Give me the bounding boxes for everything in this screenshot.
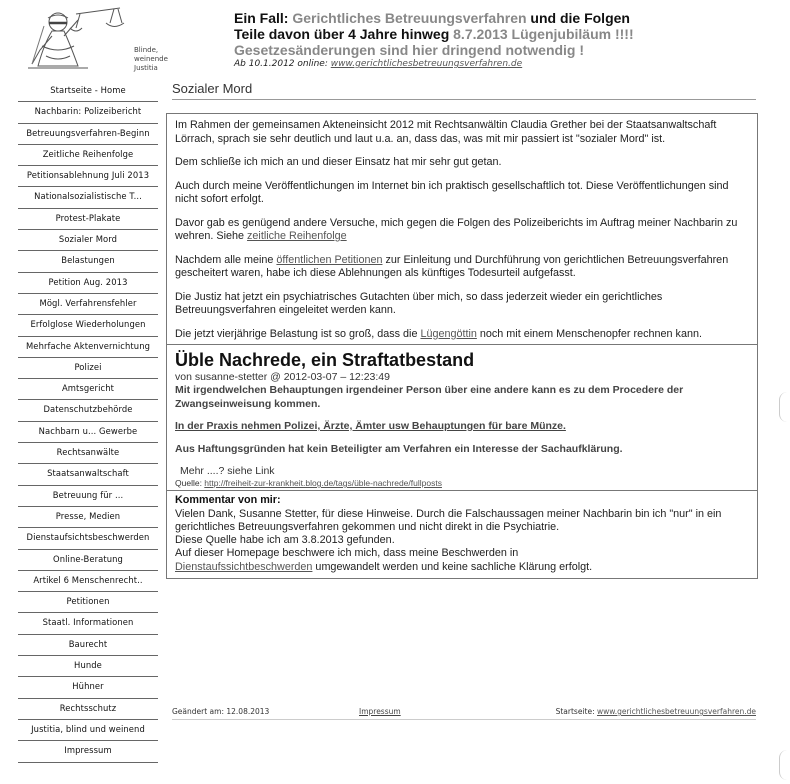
- sidebar-item-petitionsablehnung[interactable]: Petitionsablehnung Juli 2013: [18, 166, 158, 187]
- article-paragraph: [175, 217, 749, 244]
- article-paragraph: Die Justiz hat jetzt ein psychiatrisches Gutachten über mich, so dass jederzeit wieder ein gerichtliches Betreuungsverfahren eingeleitet werden kann.: [175, 290, 663, 316]
- sidebar-item-amtsgericht[interactable]: Amtsgericht: [18, 379, 158, 400]
- header-line-2-prefix: Teile davon über 4 Jahre hinweg: [234, 26, 454, 42]
- luegengoettin-link[interactable]: Lügengöttin: [420, 327, 477, 340]
- sidebar-item-startseite[interactable]: Startseite - Home: [18, 81, 158, 102]
- article-text: noch mit einem Menschenopfer rechnen kann.: [476, 327, 702, 340]
- header-subline: [234, 59, 774, 69]
- sidebar-item-protest-plakate[interactable]: Protest-Plakate: [18, 209, 158, 230]
- article-paragraph: [175, 254, 749, 281]
- article-text: Nachdem alle meine: [175, 253, 277, 266]
- footer-divider: [172, 719, 756, 720]
- sidebar-item-rechtsanwaelte[interactable]: Rechtsanwälte: [18, 443, 158, 464]
- sidebar-item-verfahrensfehler[interactable]: Mögl. Verfahrensfehler: [18, 294, 158, 315]
- logo-caption-line: weinende: [134, 55, 168, 63]
- sidebar-item-zeitliche-reihenfolge[interactable]: Zeitliche Reihenfolge: [18, 145, 158, 166]
- sidebar-item-petitionen[interactable]: Petitionen: [18, 592, 158, 613]
- sidebar-item-artikel-6[interactable]: Artikel 6 Menschenrecht..: [18, 571, 158, 592]
- sidebar-item-online-beratung[interactable]: Online-Beratung: [18, 550, 158, 571]
- sidebar-item-rechtsschutz[interactable]: Rechtsschutz: [18, 699, 158, 720]
- sidebar-item-erfolglose-wiederholungen[interactable]: Erfolglose Wiederholungen: [18, 315, 158, 336]
- header-line-3: Gesetzesänderungen sind hier dringend notwendig !: [234, 42, 585, 58]
- sidebar-item-nationalsozialistische[interactable]: Nationalsozialistische T...: [18, 187, 158, 208]
- footer-startseite: [556, 707, 756, 716]
- quote-bold-link-text[interactable]: In der Praxis nehmen Polizei, Ärzte, Ämter usw Behauptungen für bare Münze.: [175, 420, 566, 432]
- sidebar-item-hunde[interactable]: Hunde: [18, 656, 158, 677]
- article-paragraph: Im Rahmen der gemeinsamen Akteneinsicht 2012 mit Rechtsanwältin Claudia Grether bei der Staatsanwaltschaft Lörrach, sprach sie sehr deutlich und laut u.a. an, dass das, was mit mir passiert ist "sozialer Mord" ist.: [175, 119, 717, 145]
- sidebar-item-belastungen[interactable]: Belastungen: [18, 251, 158, 272]
- logo-caption-line: Blinde,: [134, 46, 159, 54]
- comment-text: Auf dieser Homepage beschwere ich mich, dass meine Beschwerden in: [175, 547, 519, 560]
- header-line-1: [234, 10, 774, 26]
- sidebar-item-justitia[interactable]: Justitia, blind und weinend: [18, 720, 158, 741]
- header-line-2: [234, 26, 774, 42]
- article-text: Davor gab es genügend andere Versuche, mich gegen die Folgen des Polizeiberichts im Auftrag meiner Nachbarin zu wehren. Siehe: [175, 216, 738, 242]
- sidebar-item-staatl-informationen[interactable]: Staatl. Informationen: [18, 613, 158, 634]
- comment-text: [175, 561, 749, 574]
- article-section: [167, 114, 757, 344]
- article-text: zur Einleitung und Durchführung von gerichtlichen Betreuungsverfahren gescheitert waren, habe ich diese Ablehnungen als künftiges Todesurteil aufgefasst.: [175, 253, 729, 279]
- sidebar-item-datenschutzbehoerde[interactable]: Datenschutzbehörde: [18, 400, 158, 421]
- header-site-link[interactable]: www.gerichtlichesbetreuungsverfahren.de: [330, 59, 523, 69]
- footer-impressum-link[interactable]: Impressum: [359, 707, 401, 716]
- comment-text: Vielen Dank, Susanne Stetter, für diese Hinweise. Durch die Falschaussagen meiner Nachbarin bin ich "nur" in ein gerichtliches Betreuungsverfahren gekommen und nicht direkt in die Psychiatrie.: [175, 507, 722, 533]
- logo-caption: [134, 46, 168, 73]
- quote-title: Üble Nachrede, ein Straftatbestand: [175, 350, 475, 370]
- footer-startseite-link[interactable]: www.gerichtlichesbetreuungsverfahren.de: [597, 707, 756, 716]
- header-line-1-prefix: Ein Fall:: [234, 10, 293, 26]
- oeffentliche-petitionen-link[interactable]: öffentlichen Petitionen: [276, 253, 383, 266]
- sidebar-item-aktenvernichtung[interactable]: Mehrfache Aktenvernichtung: [18, 337, 158, 358]
- comment-title: Kommentar von mir:: [175, 494, 281, 506]
- sidebar-item-staatsanwaltschaft[interactable]: Staatsanwaltschaft: [18, 464, 158, 485]
- scan-edge-mark: [779, 750, 788, 780]
- sidebar-item-polizeibericht[interactable]: Nachbarin: Polizeibericht: [18, 102, 158, 123]
- dienstaufsicht-link[interactable]: Dienstaufssichtbeschwerden: [175, 560, 313, 573]
- quote-more: Mehr ....? siehe Link: [180, 465, 275, 477]
- article-paragraph: Dem schließe ich mich an und dieser Einsatz hat mir sehr gut getan.: [175, 156, 502, 168]
- quote-source-link[interactable]: http://freiheit-zur-krankheit.blog.de/tags/üble-nachrede/fullposts: [204, 478, 442, 488]
- page-title: Sozialer Mord: [172, 81, 253, 96]
- zeitliche-reihenfolge-link[interactable]: zeitliche Reihenfolge: [247, 230, 347, 242]
- sidebar-item-petition-aug-2013[interactable]: Petition Aug. 2013: [18, 273, 158, 294]
- title-divider: [172, 99, 756, 100]
- justitia-scales-icon: [18, 6, 128, 74]
- site-header: [234, 10, 774, 69]
- sidebar-item-betreuung-fuer[interactable]: Betreuung für ...: [18, 486, 158, 507]
- sidebar-item-polizei[interactable]: Polizei: [18, 358, 158, 379]
- footer-start-label: Startseite:: [555, 707, 598, 716]
- sidebar-item-betreuungsverfahren-beginn[interactable]: Betreuungsverfahren-Beginn: [18, 124, 158, 145]
- sidebar-nav: [18, 81, 158, 763]
- sidebar-item-nachbarn-gewerbe[interactable]: Nachbarn u... Gewerbe: [18, 422, 158, 443]
- article-paragraph: [175, 328, 749, 342]
- sidebar-item-impressum[interactable]: Impressum: [18, 741, 158, 762]
- quote-bold-text: Mit irgendwelchen Behauptungen irgendeiner Person über eine andere kann es zu dem Procedere der Zwangseinweisung kommen.: [175, 384, 684, 410]
- quote-source-label: Quelle:: [175, 478, 205, 488]
- comment-text-tail: umgewandelt werden und keine sachliche Klärung erfolgt.: [312, 560, 593, 573]
- header-line-1-suffix: und die Folgen: [526, 10, 630, 26]
- footer-changed-date: Geändert am: 12.08.2013: [172, 707, 270, 716]
- justitia-logo[interactable]: [18, 6, 168, 74]
- sidebar-item-baurecht[interactable]: Baurecht: [18, 635, 158, 656]
- header-line-2-highlight: 8.7.2013 Lügenjubiläum !!!!: [453, 26, 634, 42]
- sidebar-item-presse-medien[interactable]: Presse, Medien: [18, 507, 158, 528]
- content-box: [166, 113, 758, 579]
- header-sub-prefix: Ab 10.1.2012 online:: [234, 59, 331, 69]
- logo-caption-line: Justitia: [134, 64, 158, 72]
- quote-section: [167, 344, 757, 490]
- article-text: Die jetzt vierjährige Belastung ist so groß, dass die: [175, 327, 421, 340]
- comment-section: [167, 490, 757, 578]
- sidebar-item-huehner[interactable]: Hühner: [18, 677, 158, 698]
- quote-bold-text: Aus Haftungsgründen hat kein Beteiligter am Verfahren ein Interesse der Sachaufklärung.: [175, 442, 623, 455]
- article-paragraph: Auch durch meine Veröffentlichungen im Internet bin ich praktisch gesellschaftlich tot. Diese Veröffentlichungen sind nicht sofort erfolgt.: [175, 179, 729, 205]
- header-line-1-highlight: Gerichtliches Betreuungsverfahren: [292, 10, 527, 26]
- scan-edge-mark: [779, 392, 788, 422]
- sidebar-item-dienstaufsichtsbeschwerden[interactable]: Dienstaufsichtsbeschwerden: [18, 528, 158, 549]
- quote-source: [175, 478, 749, 488]
- comment-text: Diese Quelle habe ich am 3.8.2013 gefunden.: [175, 534, 395, 547]
- quote-meta: von susanne-stetter @ 2012-03-07 – 12:23:49: [175, 371, 390, 383]
- sidebar-item-sozialer-mord[interactable]: Sozialer Mord: [18, 230, 158, 251]
